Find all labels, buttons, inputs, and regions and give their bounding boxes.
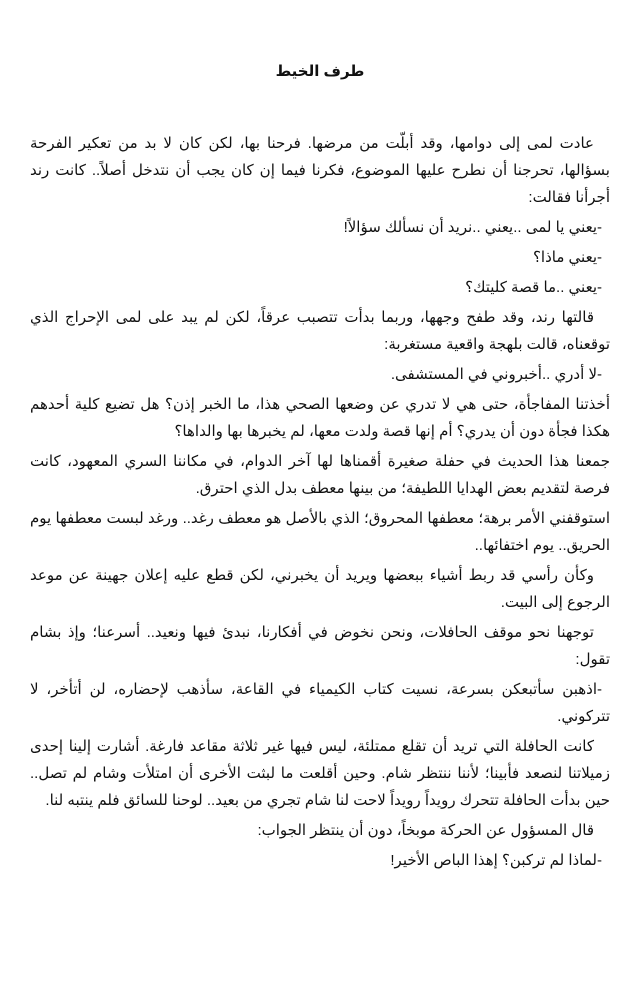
paragraph: عادت لمى إلى دوامها، وقد أبلّت من مرضها. فرحنا بها، لكن كان لا بد من تعكير الفرحة بسؤالها، تحرجنا أن نطرح عليها الموضوع، فكرنا فيما إن كان يجب أن نتدخل أصلاً.. كانت رند أجرأنا فقالت: xyxy=(30,135,610,206)
paragraph: توجهنا نحو موقف الحافلات، ونحن نخوض في أفكارنا، نبدئ فيها ونعيد.. أسرعنا؛ وإذ بشام تقول: xyxy=(30,624,610,668)
paragraph: -لماذا لم تركبن؟ إهذا الباص الأخير! xyxy=(390,852,602,869)
paragraph: وكأن رأسي قد ربط أشياء ببعضها ويريد أن يخبرني، لكن قطع عليه إعلان جهينة عن موعد الرجوع إلى البيت. xyxy=(30,567,610,611)
paragraph: -اذهبن سأتبعكن بسرعة، نسيت كتاب الكيمياء في القاعة، سأذهب لإحضاره، لن أتأخر، لا تتركوني. xyxy=(30,681,610,725)
paragraph: استوقفني الأمر برهة؛ معطفها المحروق؛ الذي بالأصل هو معطف رغد.. ورغد لبست معطفها يوم الحريق.. يوم اختفائها.. xyxy=(30,510,610,554)
paragraph: -يعني ..ما قصة كليتك؟ xyxy=(465,279,602,296)
document-title: طرف الخيط xyxy=(275,63,365,80)
paragraph: قالتها رند، وقد طفح وجهها، وربما بدأت تتصبب عرقاً، لكن لم يبد على لمى الإحراج الذي توقعناه، قالت بلهجة واقعية مستغربة: xyxy=(30,309,610,353)
paragraph: جمعنا هذا الحديث في حفلة صغيرة أقمناها لها آخر الدوام، في مكاننا السري المعهود، كانت فرصة لتقديم بعض الهدايا اللطيفة؛ من بينها معطف بدل الذي احترق. xyxy=(30,453,610,497)
document-body xyxy=(30,130,610,874)
paragraph: -يعني يا لمى ..يعني ..نريد أن نسألك سؤالاً! xyxy=(343,219,602,236)
paragraph: كانت الحافلة التي تريد أن تقلع ممتلئة، ليس فيها غير ثلاثة مقاعد فارغة. أشارت إلينا إحدى زميلاتنا لنصعد فأبينا؛ لأننا ننتظر شام. وحين أقلعت ما لبثت الأخرى أن امتلأت وشام لم تصل.. حين بدأت الحافلة تتحرك رويداً رويداً لاحت لنا شام تجري من بعيد.. لوحنا للسائق فلم ينتبه لنا. xyxy=(30,738,610,809)
paragraph: أخذتنا المفاجأة، حتى هي لا تدري عن وضعها الصحي هذا، ما الخبر إذن؟ هل تضيع كلية أحدهم هكذا فجأة دون أن يدري؟ أم إنها قصة ولدت معها، لم يخبرها بها والداها؟ xyxy=(30,396,610,440)
paragraph: قال المسؤول عن الحركة موبخاً، دون أن ينتظر الجواب: xyxy=(257,822,594,839)
paragraph: -لا أدري ..أخبروني في المستشفى. xyxy=(390,366,602,383)
paragraph: -يعني ماذا؟ xyxy=(532,249,602,266)
